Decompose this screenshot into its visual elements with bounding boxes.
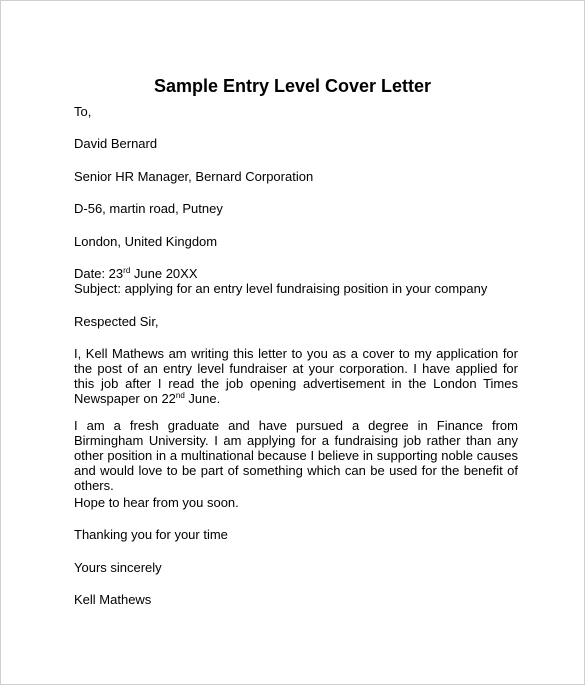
letter-date xyxy=(74,266,198,281)
date-rest: June 20XX xyxy=(130,266,198,281)
paragraph1-rest: June. xyxy=(184,391,221,406)
recipient-position: Senior HR Manager, Bernard Corporation xyxy=(74,169,314,184)
recipient-address-line2: London, United Kingdom xyxy=(74,234,218,249)
signature-name: Kell Mathews xyxy=(74,592,152,607)
body-paragraph-2: I am a fresh graduate and have pursued a degree in Finance from Birmingham University. I am applying for a fundraising job rather than any other position in a multinational because I believe in supporting noble causes and would love to be part of something which can be used for the benefit of others. xyxy=(74,418,518,493)
signoff: Yours sincerely xyxy=(74,560,162,575)
paragraph1-ordinal-suffix: nd xyxy=(175,391,185,400)
date-ordinal-suffix: rd xyxy=(123,266,131,275)
recipient-address-line1: D-56, martin road, Putney xyxy=(74,201,223,216)
recipient-name: David Bernard xyxy=(74,136,158,151)
closing-line-2: Thanking you for your time xyxy=(74,527,228,542)
salutation-to: To, xyxy=(74,104,92,119)
document-title: Sample Entry Level Cover Letter xyxy=(153,76,432,96)
paragraph1-text: I, Kell Mathews am writing this letter to you as a cover to my application for the post of an entry level fundraiser at your corporation. I have applied for this job after I read the job opening advertisement in the London Times Newspaper on 22 xyxy=(74,346,518,406)
letter-subject: Subject: applying for an entry level fundraising position in your company xyxy=(74,281,488,296)
date-prefix: Date: 23 xyxy=(74,266,124,281)
body-paragraph-1 xyxy=(74,346,518,406)
greeting: Respected Sir, xyxy=(74,314,159,329)
closing-line-1: Hope to hear from you soon. xyxy=(74,495,239,510)
